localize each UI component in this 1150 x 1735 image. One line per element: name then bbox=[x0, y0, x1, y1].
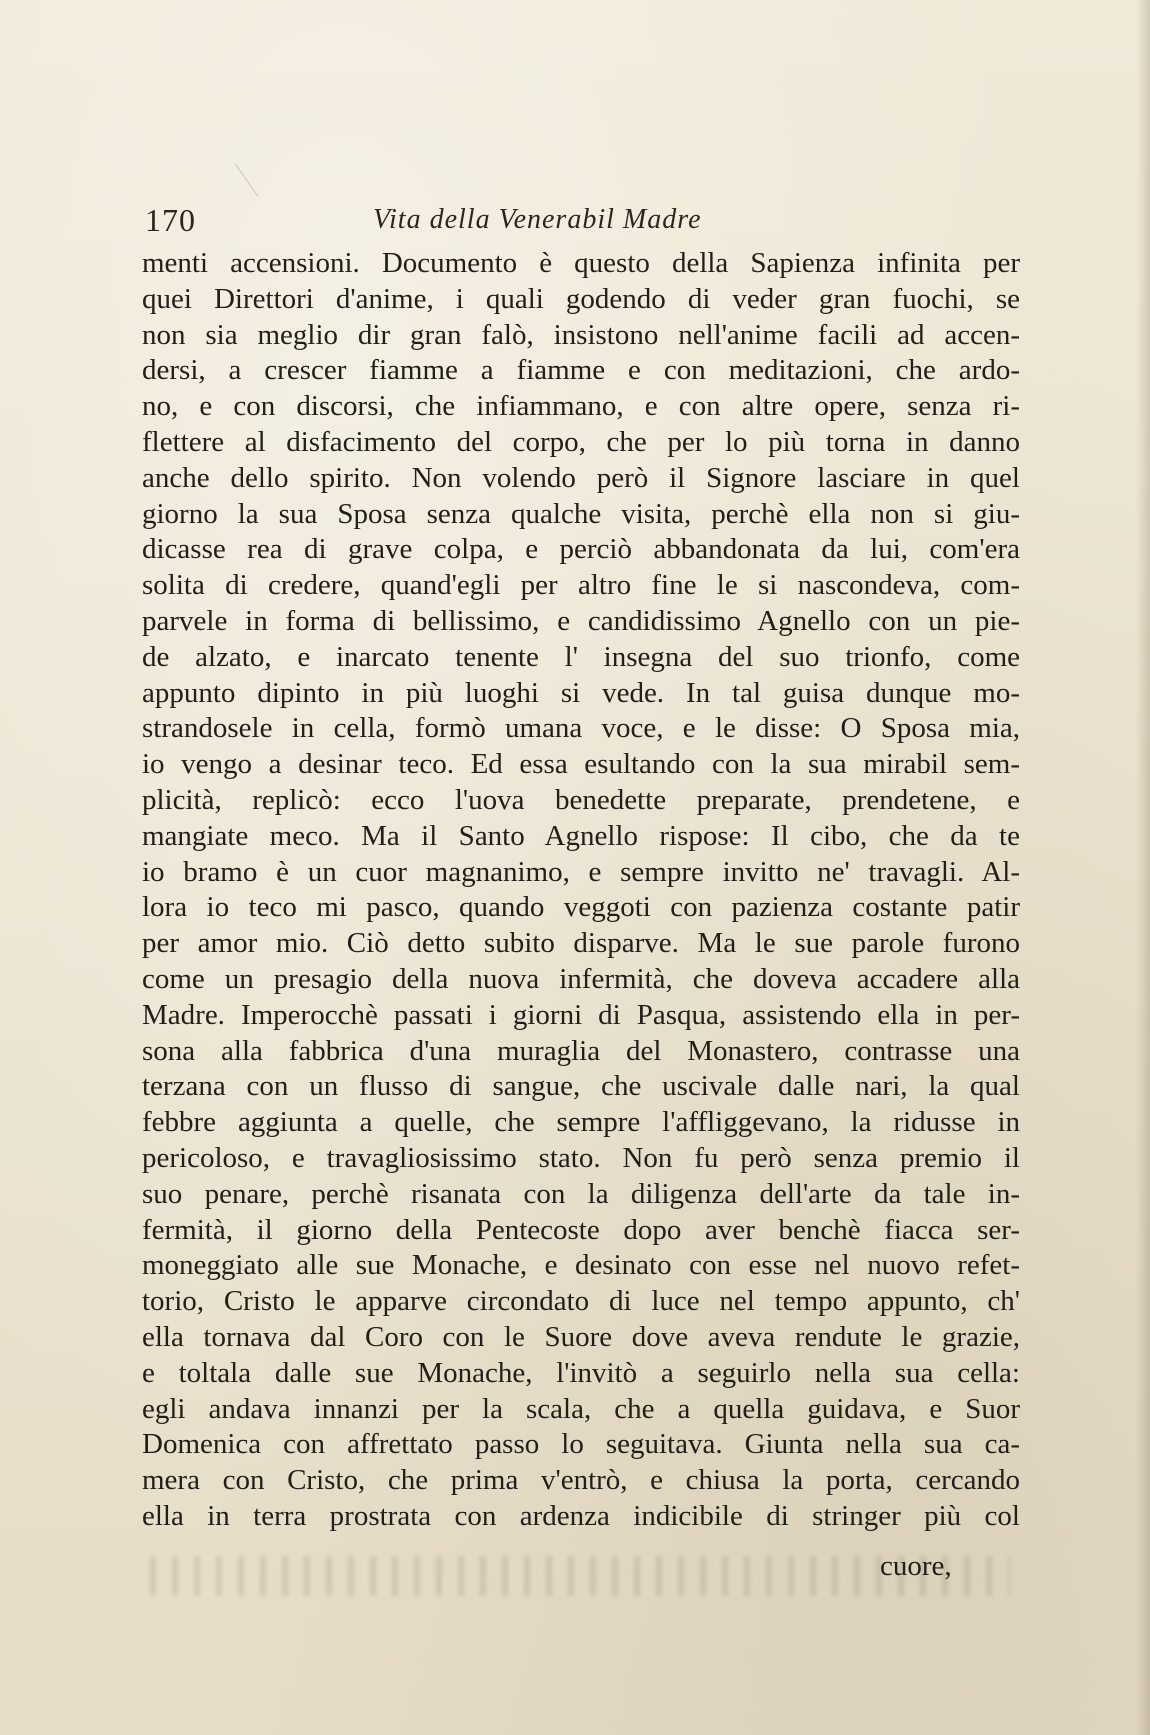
text-line: sona alla fabbrica d'una muraglia del Monastero, contrasse una bbox=[142, 1034, 1020, 1067]
text-line: fermità, il giorno della Pentecoste dopo aver benchè fiacca ser- bbox=[142, 1213, 1020, 1246]
text-line: terzana con un flusso di sangue, che uscivale dalle nari, la qual bbox=[142, 1070, 1020, 1103]
page-number: 170 bbox=[145, 202, 196, 238]
running-head bbox=[145, 202, 1015, 246]
text-line: parvele in forma di bellissimo, e candidissimo Agnello con un pie- bbox=[142, 604, 1020, 637]
text-line: moneggiato alle sue Monache, e desinato con esse nel nuovo refet- bbox=[142, 1249, 1020, 1282]
text-line: febbre aggiunta a quelle, che sempre l'affliggevano, la ridusse in bbox=[142, 1106, 1020, 1139]
text-line: torio, Cristo le apparve circondato di luce nel tempo appunto, ch' bbox=[142, 1285, 1020, 1318]
text-line: ella tornava dal Coro con le Suore dove aveva rendute le grazie, bbox=[142, 1320, 1020, 1353]
text-line: strandosele in cella, formò umana voce, e le disse: O Sposa mia, bbox=[142, 712, 1020, 745]
text-line: solita di credere, quand'egli per altro fine le si nascondeva, com- bbox=[142, 569, 1020, 602]
catchword: cuore, bbox=[880, 1550, 952, 1582]
text-line: non sia meglio dir gran falò, insistono nell'anime facili ad accen- bbox=[142, 318, 1020, 351]
text-line: no, e con discorsi, che infiammano, e con altre opere, senza ri- bbox=[142, 390, 1020, 423]
text-line: suo penare, perchè risanata con la diligenza dell'arte da tale in- bbox=[142, 1177, 1020, 1210]
text-line: dicasse rea di grave colpa, e perciò abbandonata da lui, com'era bbox=[142, 533, 1020, 566]
text-line: come un presagio della nuova infermità, che doveva accadere alla bbox=[142, 962, 1020, 995]
text-line: per amor mio. Ciò detto subito disparve. Ma le sue parole furono bbox=[142, 927, 1020, 960]
text-line: e toltala dalle sue Monache, l'invitò a seguirlo nella sua cella: bbox=[142, 1356, 1020, 1389]
text-line: io bramo è un cuor magnanimo, e sempre invitto ne' travagli. Al- bbox=[142, 855, 1020, 888]
text-line: plicità, replicò: ecco l'uova benedette preparate, prendetene, e bbox=[142, 783, 1020, 816]
text-line: giorno la sua Sposa senza qualche visita, perchè ella non si giu- bbox=[142, 497, 1020, 530]
body-text bbox=[142, 246, 1020, 1535]
running-title: Vita della Venerabil Madre bbox=[373, 204, 702, 235]
text-line: egli andava innanzi per la scala, che a quella guidava, e Suor bbox=[142, 1392, 1020, 1425]
text-line: menti accensioni. Documento è questo della Sapienza infinita per bbox=[142, 247, 1020, 279]
text-line: mera con Cristo, che prima v'entrò, e chiusa la porta, cercando bbox=[142, 1464, 1020, 1497]
text-line: ella in terra prostrata con ardenza indicibile di stringer più col bbox=[142, 1499, 1020, 1532]
text-line: Domenica con affrettato passo lo seguitava. Giunta nella sua ca- bbox=[142, 1428, 1020, 1461]
text-line: mangiate meco. Ma il Santo Agnello rispose: Il cibo, che da te bbox=[142, 819, 1020, 852]
text-line: io vengo a desinar teco. Ed essa esultando con la sua mirabil sem- bbox=[142, 748, 1020, 781]
text-line: pericoloso, e travagliosissimo stato. Non fu però senza premio il bbox=[142, 1141, 1020, 1174]
text-line: flettere al disfacimento del corpo, che per lo più torna in danno bbox=[142, 425, 1020, 458]
text-line: de alzato, e inarcato tenente l' insegna del suo trionfo, come bbox=[142, 640, 1020, 673]
text-line: anche dello spirito. Non volendo però il Signore lasciare in quel bbox=[142, 461, 1020, 494]
text-line: lora io teco mi pasco, quando veggoti con pazienza costante patir bbox=[142, 891, 1020, 924]
text-line: Madre. Imperocchè passati i giorni di Pasqua, assistendo ella in per- bbox=[142, 998, 1020, 1031]
text-line: dersi, a crescer fiamme a fiamme e con meditazioni, che ardo- bbox=[142, 354, 1020, 387]
paper-crease bbox=[235, 163, 259, 196]
text-line: appunto dipinto in più luoghi si vede. In tal guisa dunque mo- bbox=[142, 676, 1020, 709]
page-edge-shadow bbox=[1136, 0, 1150, 1735]
text-line: quei Direttori d'anime, i quali godendo di veder gran fuochi, se bbox=[142, 282, 1020, 315]
